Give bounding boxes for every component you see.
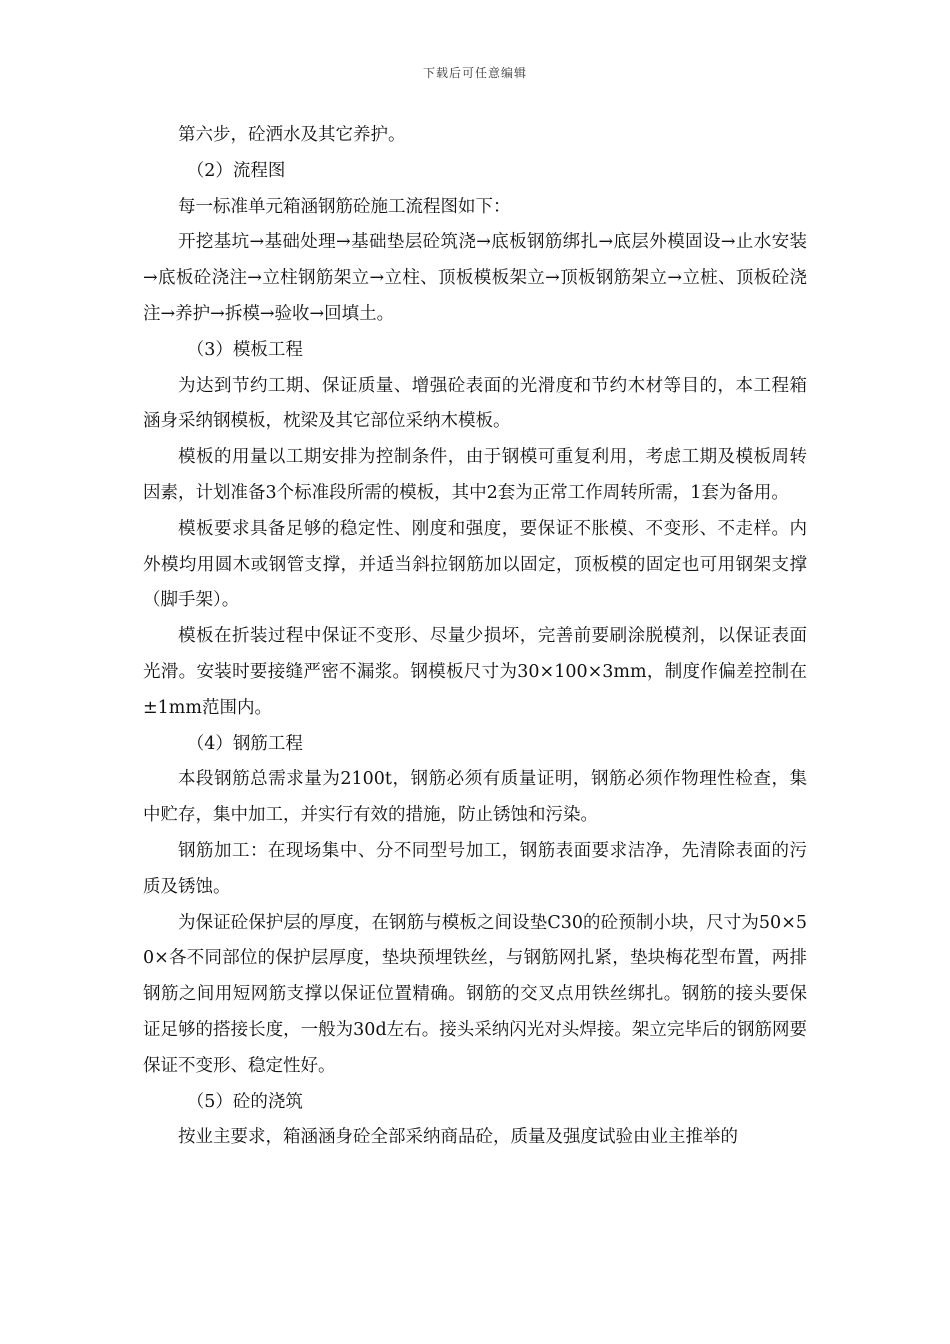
paragraph-flowchart-steps: 开挖基坑→基础处理→基础垫层砼筑浇→底板钢筋绑扎→底层外模固设→止水安装→底板砼浇注→立柱钢筋架立→立柱、顶板模板架立→顶板钢筋架立→立桩、顶板砼浇注→养护→拆模→验收→回填土。 <box>143 232 807 324</box>
section-heading-formwork: （3）模板工程 <box>186 339 303 360</box>
paragraph-step-six: 第六步，砼洒水及其它养护。 <box>178 125 406 145</box>
paragraph-formwork-requirements: 模板要求具备足够的稳定性、刚度和强度，要保证不胀模、不变形、不走样。内外模均用圆木或钢管支撑，并适当斜拉钢筋加以固定，顶板模的固定也可用钢架支撑（脚手架）。 <box>143 518 807 611</box>
paragraph-concrete-pouring: 按业主要求，箱涵涵身砼全部采纳商品砼，质量及强度试验由业主推举的 <box>178 1127 738 1148</box>
section-heading-rebar: （4）钢筋工程 <box>186 733 303 754</box>
paragraph-formwork-purpose: 为达到节约工期、保证质量、增强砼表面的光滑度和节约木材等目的，本工程箱涵身采纳钢模板，枕梁及其它部位采纳木模板。 <box>143 375 807 432</box>
section-heading-concrete-pouring: （5）砼的浇筑 <box>186 1091 303 1112</box>
paragraph-formwork-installation: 模板在折装过程中保证不变形、尽量少损坏，完善前要刷涂脱模剂，以保证表面光滑。安装时要接缝严密不漏浆。钢模板尺寸为30×100×3mm，制度作偏差控制在±1mm范围内。 <box>143 626 807 718</box>
paragraph-formwork-quantity: 模板的用量以工期安排为控制条件，由于钢模可重复利用，考虑工期及模板周转因素，计划准备3个标准段所需的模板，其中2套为正常工作周转所需，1套为备用。 <box>143 447 807 503</box>
document-body <box>143 118 807 1156</box>
paragraph-rebar-cover: 为保证砼保护层的厚度，在钢筋与模板之间设垫C30的砼预制小块，尺寸为50×50×各不同部位的保护层厚度，垫块预埋铁丝，与钢筋网扎紧，垫块梅花型布置，两排钢筋之间用短网筋支撑以保证位置精确。钢筋的交叉点用铁丝绑扎。钢筋的接头要保证足够的搭接长度，一般为30d左右。接头采纳闪光对头焊接。架立完毕后的钢筋网要保证不变形、稳定性好。 <box>143 912 807 1076</box>
page-header: 下载后可任意编辑 <box>422 66 527 80</box>
paragraph-rebar-processing: 钢筋加工：在现场集中、分不同型号加工，钢筋表面要求洁净，先清除表面的污质及锈蚀。 <box>143 840 807 897</box>
paragraph-flowchart-intro: 每一标准单元箱涵钢筋砼施工流程图如下： <box>178 196 511 217</box>
paragraph-rebar-quantity: 本段钢筋总需求量为2100t，钢筋必须有质量证明，钢筋必须作物理性检查，集中贮存，集中加工，并实行有效的措施，防止锈蚀和污染。 <box>143 769 807 826</box>
section-heading-flowchart: （2）流程图 <box>186 160 286 181</box>
